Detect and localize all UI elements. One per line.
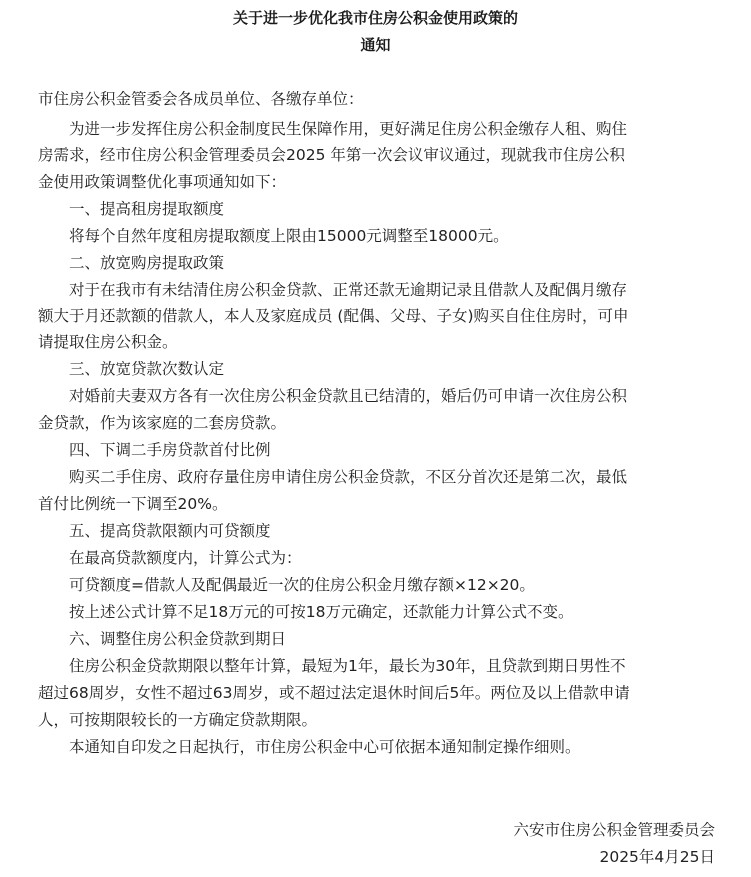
section-1-text: 将每个自然年度租房提取额度上限由15000元调整至18000元。: [69, 227, 509, 245]
section-4-heading: 四、下调二手房贷款首付比例: [69, 441, 271, 459]
section-6-text-line-2: 超过68周岁，女性不超过63周岁，或不超过法定退休时间后5年。两位及以上借款申请: [38, 684, 630, 702]
section-4-text-line-1: 购买二手住房、政府存量住房申请住房公积金贷款，不区分首次还是第二次，最低: [69, 468, 628, 486]
document-title-line-2: 通知: [360, 36, 391, 54]
section-4-text-line-2: 首付比例统一下调至20%。: [38, 495, 228, 513]
section-6-heading: 六、调整住房公积金贷款到期日: [69, 630, 287, 648]
section-5-text-line-1: 在最高贷款额度内，计算公式为：: [69, 549, 302, 567]
section-6-text-line-3: 人，可按期限较长的一方确定贷款期限。: [38, 711, 318, 729]
closing-statement: 本通知自印发之日起执行，市住房公积金中心可依据本通知制定操作细则。: [69, 738, 581, 756]
section-2-heading: 二、放宽购房提取政策: [69, 254, 225, 272]
section-3-heading: 三、放宽贷款次数认定: [69, 360, 225, 378]
section-5-formula: 可贷额度=借款人及配偶最近一次的住房公积金月缴存额×12×20。: [69, 576, 535, 594]
intro-line-1: 为进一步发挥住房公积金制度民生保障作用，更好满足住房公积金缴存人租、购住: [69, 120, 628, 138]
section-6-text-line-1: 住房公积金贷款期限以整年计算，最短为1年，最长为30年，且贷款到期日男性不: [69, 657, 626, 675]
section-2-text-line-2: 额大于月还款额的借款人，本人及家庭成员 (配偶、父母、子女)购买自住住房时，可申: [38, 307, 629, 325]
document-title-line-1: 关于进一步优化我市住房公积金使用政策的: [232, 9, 518, 27]
section-3-text-line-2: 金贷款，作为该家庭的二套房贷款。: [38, 414, 287, 432]
section-5-text-line-3: 按上述公式计算不足18万元的可按18万元确定，还款能力计算公式不变。: [69, 603, 574, 621]
section-2-text-line-3: 请提取住房公积金。: [38, 333, 178, 351]
signature-date: 2025年4月25日: [599, 848, 715, 866]
section-5-heading: 五、提高贷款限额内可贷额度: [69, 522, 271, 540]
signature-organization: 六安市住房公积金管理委员会: [513, 821, 715, 839]
section-1-heading: 一、提高租房提取额度: [69, 200, 225, 218]
intro-line-2: 房需求，经市住房公积金管理委员会2025 年第一次会议审议通过，现就我市住房公积: [38, 146, 625, 164]
section-2-text-line-1: 对于在我市有未结清住房公积金贷款、正常还款无逾期记录且借款人及配偶月缴存: [69, 281, 628, 299]
section-3-text-line-1: 对婚前夫妻双方各有一次住房公积金贷款且已结清的，婚后仍可申请一次住房公积: [69, 387, 628, 405]
intro-line-3: 金使用政策调整优化事项通知如下：: [38, 173, 287, 191]
salutation: 市住房公积金管委会各成员单位、各缴存单位：: [38, 90, 364, 108]
